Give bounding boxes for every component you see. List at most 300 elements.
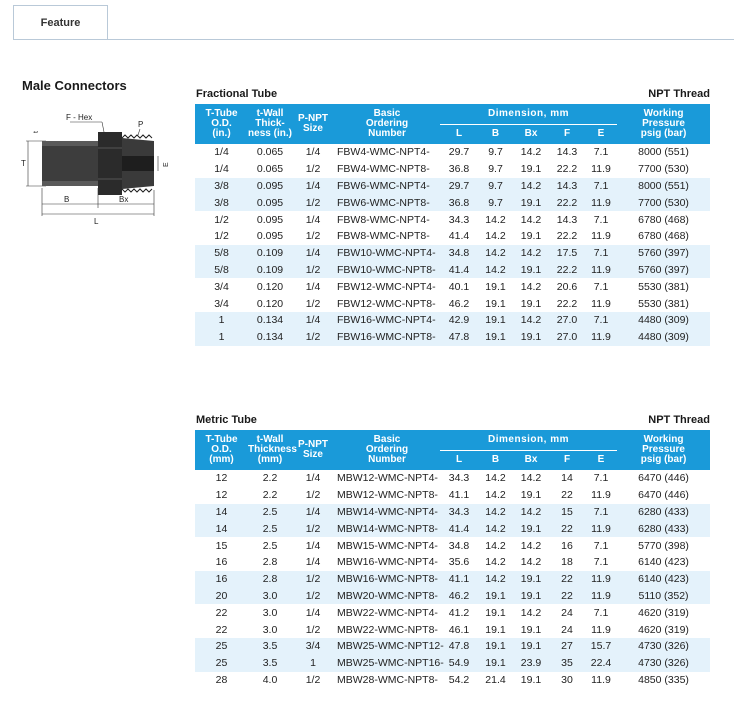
cell-pnpt: 1/4 xyxy=(292,504,334,521)
cell-ordering-number: FBW16-WMC-NPT8- xyxy=(334,329,440,346)
cell-pnpt: 1/4 xyxy=(305,556,321,569)
cell-wall: 3.0 xyxy=(262,606,278,619)
cell-dim-e: 7.1 xyxy=(593,472,609,485)
tube-body xyxy=(42,141,98,186)
cell-tube-od: 15 xyxy=(215,539,228,552)
cell-dim-e: 11.9 xyxy=(591,673,611,686)
col-header-bx: Bx xyxy=(513,124,549,144)
col-header-bx: Bx xyxy=(513,450,549,470)
cell-wall: 0.065 xyxy=(256,146,284,159)
cell-tube-od: 3/4 xyxy=(214,280,229,293)
cell-dim-l: 41.1 xyxy=(448,489,470,502)
cell-pressure: 6140 (423) xyxy=(617,571,710,588)
cell-ordering-number: MBW12-WMC-NPT4- xyxy=(337,472,438,485)
cell-dim-b: 19.1 xyxy=(478,655,513,672)
table-row xyxy=(195,571,710,588)
cell-dim-bx: 14.2 xyxy=(520,539,542,552)
label-bx: Bx xyxy=(119,195,129,204)
cell-dim-f: 14 xyxy=(561,472,573,485)
cell-ordering-number: FBW8-WMC-NPT8- xyxy=(337,230,430,243)
cell-ordering-number: MBW25-WMC-NPT16- xyxy=(334,655,440,672)
cell-pressure: 4480 (309) xyxy=(617,312,710,329)
cell-ordering-number: MBW12-WMC-NPT8- xyxy=(337,489,438,502)
table-row xyxy=(195,144,710,161)
cell-pressure: 4620 (319) xyxy=(638,606,689,619)
cell-dim-b: 19.1 xyxy=(478,312,513,329)
cell-ordering-number: FBW10-WMC-NPT4- xyxy=(334,245,440,262)
cell-dim-l: 54.2 xyxy=(448,673,470,686)
cell-dim-bx: 14.2 xyxy=(513,178,549,195)
cell-ordering-number: MBW14-WMC-NPT4- xyxy=(334,504,440,521)
cell-pressure: 5530 (381) xyxy=(638,297,689,310)
cell-pnpt: 1/2 xyxy=(292,520,334,537)
thread-teeth-top xyxy=(122,135,152,138)
cell-pnpt: 1/2 xyxy=(305,297,321,310)
cell-dim-l: 34.8 xyxy=(440,245,478,262)
cell-dim-b: 19.1 xyxy=(485,280,506,293)
cell-dim-f: 30 xyxy=(561,673,573,686)
fractional-table-body xyxy=(195,144,710,346)
cell-wall: 0.120 xyxy=(256,280,284,293)
cell-wall: 2.5 xyxy=(248,520,292,537)
cell-wall: 2.2 xyxy=(262,472,278,485)
cell-dim-e: 15.7 xyxy=(585,638,617,655)
connector-drawing xyxy=(18,108,178,226)
cell-dim-b: 14.2 xyxy=(485,213,506,226)
cell-wall: 3.5 xyxy=(248,655,292,672)
table-row xyxy=(195,588,710,605)
cell-dim-b: 14.2 xyxy=(478,262,513,279)
cell-dim-bx: 14.2 xyxy=(513,245,549,262)
cell-pressure: 6280 (433) xyxy=(617,520,710,537)
cell-dim-b: 19.1 xyxy=(485,623,506,636)
table-row xyxy=(195,537,710,554)
table-row xyxy=(195,178,710,195)
cell-dim-f: 24 xyxy=(561,606,573,619)
cell-pressure: 4850 (335) xyxy=(638,673,689,686)
cell-dim-l: 29.7 xyxy=(440,178,478,195)
cell-wall: 3.5 xyxy=(248,638,292,655)
cell-dim-b: 19.1 xyxy=(478,638,513,655)
cell-dim-f: 22.2 xyxy=(556,163,578,176)
cell-dim-b: 14.2 xyxy=(485,539,506,552)
cell-dim-l: 35.6 xyxy=(448,556,470,569)
cell-dim-bx: 14.2 xyxy=(513,504,549,521)
cell-pnpt: 1/2 xyxy=(305,163,321,176)
cell-ordering-number: MBW16-WMC-NPT8- xyxy=(334,571,440,588)
cell-dim-l: 29.7 xyxy=(448,146,470,159)
cell-pressure: 8000 (551) xyxy=(638,146,689,159)
table-row xyxy=(195,329,710,346)
cell-pressure: 6280 (433) xyxy=(617,504,710,521)
table-row xyxy=(195,161,710,178)
cell-dim-e: 7.1 xyxy=(593,146,609,159)
cell-dim-e: 11.9 xyxy=(585,262,617,279)
cell-dim-e: 11.9 xyxy=(591,230,611,243)
cell-dim-bx: 19.1 xyxy=(513,520,549,537)
cell-dim-f: 22.2 xyxy=(556,297,578,310)
cell-pnpt: 1/2 xyxy=(305,489,321,502)
cell-tube-od: 22 xyxy=(215,606,228,619)
cell-dim-bx: 14.2 xyxy=(520,472,542,485)
cell-pnpt: 1/2 xyxy=(305,623,321,636)
cell-dim-b: 19.1 xyxy=(478,588,513,605)
table-row xyxy=(195,621,710,638)
cell-dim-bx: 14.2 xyxy=(520,606,542,619)
col-header-e: E xyxy=(585,450,617,470)
cell-dim-b: 9.7 xyxy=(478,194,513,211)
cell-ordering-number: FBW12-WMC-NPT8- xyxy=(337,297,436,310)
cell-dim-b: 14.2 xyxy=(485,472,506,485)
cell-dim-f: 20.6 xyxy=(556,280,578,293)
table-row xyxy=(195,655,710,672)
metric-table xyxy=(195,430,710,688)
cell-dim-l: 42.9 xyxy=(440,312,478,329)
cell-dim-bx: 14.2 xyxy=(520,556,542,569)
cell-dim-l: 47.8 xyxy=(440,638,478,655)
cell-pressure: 5760 (397) xyxy=(617,245,710,262)
cell-dim-f: 22 xyxy=(549,588,585,605)
cell-tube-od: 25 xyxy=(195,638,248,655)
leader-line xyxy=(138,129,140,135)
cell-dim-bx: 19.1 xyxy=(513,194,549,211)
label-l: L xyxy=(94,217,99,226)
cell-pressure: 4730 (326) xyxy=(617,638,710,655)
tube-wall-top xyxy=(42,141,98,146)
cell-tube-od: 16 xyxy=(195,571,248,588)
cell-dim-e: 7.1 xyxy=(593,606,609,619)
col-header-pressure: Working Pressure psig (bar) xyxy=(617,104,710,144)
col-header-tube-od: T-Tube O.D. (in.) xyxy=(195,104,248,144)
label-f-hex: F - Hex xyxy=(66,113,93,122)
label-b: B xyxy=(64,195,70,204)
cell-dim-e: 11.9 xyxy=(591,297,611,310)
cell-dim-f: 17.5 xyxy=(549,245,585,262)
cell-dim-b: 14.2 xyxy=(478,504,513,521)
cell-pnpt: 1/2 xyxy=(292,329,334,346)
cell-ordering-number: MBW15-WMC-NPT4- xyxy=(337,539,438,552)
cell-wall: 2.5 xyxy=(262,539,278,552)
cell-pnpt: 1/4 xyxy=(292,312,334,329)
cell-dim-l: 36.8 xyxy=(440,194,478,211)
table-row xyxy=(195,194,710,211)
cell-dim-f: 14.3 xyxy=(556,146,578,159)
col-header-l: L xyxy=(440,450,478,470)
cell-dim-bx: 14.2 xyxy=(520,280,542,293)
cell-dim-b: 14.2 xyxy=(485,489,506,502)
cell-dim-f: 18 xyxy=(561,556,573,569)
cell-dim-l: 34.3 xyxy=(448,213,470,226)
cell-pressure: 6780 (468) xyxy=(638,230,689,243)
bore xyxy=(122,156,154,171)
cell-tube-od: 14 xyxy=(195,504,248,521)
cell-wall: 0.065 xyxy=(256,163,284,176)
cell-dim-bx: 14.2 xyxy=(520,213,542,226)
cell-wall: 3.0 xyxy=(248,588,292,605)
cell-dim-f: 22.2 xyxy=(549,262,585,279)
table-row xyxy=(195,504,710,521)
cell-dim-bx: 19.1 xyxy=(520,673,542,686)
cell-tube-od: 1/4 xyxy=(214,163,229,176)
cell-pressure: 8000 (551) xyxy=(617,178,710,195)
cell-ordering-number: MBW20-WMC-NPT8- xyxy=(334,588,440,605)
cell-pressure: 6470 (446) xyxy=(638,489,689,502)
cell-dim-l: 34.3 xyxy=(448,472,470,485)
col-header-pressure: Working Pressure psig (bar) xyxy=(617,430,710,470)
cell-ordering-number: FBW10-WMC-NPT8- xyxy=(334,262,440,279)
cell-dim-e: 7.1 xyxy=(585,178,617,195)
cell-ordering-number: MBW25-WMC-NPT12- xyxy=(334,638,440,655)
table-row xyxy=(195,312,710,329)
cell-dim-bx: 19.1 xyxy=(513,588,549,605)
cell-pnpt: 1/4 xyxy=(292,178,334,195)
cell-pressure: 6780 (468) xyxy=(638,213,689,226)
cell-pressure: 4730 (326) xyxy=(617,655,710,672)
cell-dim-f: 22 xyxy=(549,571,585,588)
col-header-b: B xyxy=(478,124,513,144)
cell-pnpt: 1/4 xyxy=(305,606,321,619)
table-row xyxy=(195,487,710,504)
cell-tube-od: 28 xyxy=(215,673,228,686)
cell-dim-l: 41.4 xyxy=(448,230,470,243)
col-header-pnpt: P-NPT Size xyxy=(292,104,334,144)
table-row xyxy=(195,262,710,279)
cell-wall: 0.095 xyxy=(256,213,284,226)
cell-wall: 2.8 xyxy=(262,556,278,569)
thread-teeth-bottom xyxy=(122,189,152,192)
cell-pnpt: 1/2 xyxy=(292,588,334,605)
tab-divider xyxy=(13,39,734,40)
cell-pnpt: 1/2 xyxy=(305,230,321,243)
cell-tube-od: 5/8 xyxy=(195,262,248,279)
cell-dim-b: 19.1 xyxy=(485,297,506,310)
col-header-ordering: Basic Ordering Number xyxy=(334,430,440,470)
cell-tube-od: 1 xyxy=(195,312,248,329)
cell-wall: 4.0 xyxy=(262,673,278,686)
cell-tube-od: 25 xyxy=(195,655,248,672)
cell-pressure: 5110 (352) xyxy=(617,588,710,605)
cell-dim-f: 35 xyxy=(549,655,585,672)
cell-dim-f: 14.3 xyxy=(549,178,585,195)
cell-dim-e: 7.1 xyxy=(585,245,617,262)
cell-pressure: 5760 (397) xyxy=(617,262,710,279)
table-row xyxy=(195,554,710,571)
cell-ordering-number: FBW6-WMC-NPT4- xyxy=(334,178,440,195)
cell-ordering-number: FBW16-WMC-NPT4- xyxy=(334,312,440,329)
cell-dim-f: 22.2 xyxy=(549,194,585,211)
cell-dim-e: 11.9 xyxy=(585,571,617,588)
cell-wall: 3.0 xyxy=(262,623,278,636)
table-row xyxy=(195,211,710,228)
metric-table-title: Metric Tube xyxy=(196,414,257,426)
cell-dim-bx: 19.1 xyxy=(520,489,542,502)
cell-pnpt: 1/2 xyxy=(292,262,334,279)
cell-dim-e: 11.9 xyxy=(591,163,611,176)
cell-dim-f: 27.0 xyxy=(549,329,585,346)
cell-dim-l: 40.1 xyxy=(448,280,470,293)
cell-dim-e: 7.1 xyxy=(593,213,609,226)
cell-pressure: 7700 (530) xyxy=(638,163,689,176)
col-header-l: L xyxy=(440,124,478,144)
cell-dim-l: 41.4 xyxy=(440,262,478,279)
cell-ordering-number: MBW16-WMC-NPT4- xyxy=(337,556,438,569)
cell-tube-od: 16 xyxy=(215,556,228,569)
cell-wall: 0.095 xyxy=(256,230,284,243)
label-t-small: t xyxy=(33,131,40,133)
col-header-wall: t-Wall Thick- ness (in.) xyxy=(248,104,292,144)
cell-dim-b: 19.1 xyxy=(485,606,506,619)
table-row xyxy=(195,604,710,621)
cell-dim-b: 19.1 xyxy=(478,329,513,346)
cell-dim-bx: 19.1 xyxy=(513,571,549,588)
cell-pnpt: 1/4 xyxy=(292,245,334,262)
label-e: E xyxy=(163,162,170,167)
cell-pressure: 6470 (446) xyxy=(638,472,689,485)
cell-pressure: 4620 (319) xyxy=(638,623,689,636)
table-row xyxy=(195,228,710,245)
cell-dim-e: 7.1 xyxy=(593,280,609,293)
cell-pnpt: 1/4 xyxy=(305,280,321,293)
cell-tube-od: 1/4 xyxy=(214,146,229,159)
cell-dim-l: 46.2 xyxy=(448,297,470,310)
table-row xyxy=(195,520,710,537)
cell-pnpt: 1/2 xyxy=(292,571,334,588)
cell-dim-e: 7.1 xyxy=(593,556,609,569)
cell-dim-f: 14.3 xyxy=(556,213,578,226)
cell-tube-od: 20 xyxy=(195,588,248,605)
cell-pnpt: 1/4 xyxy=(305,213,321,226)
metric-thread-label: NPT Thread xyxy=(648,414,710,426)
male-connector-diagram xyxy=(18,108,178,226)
cell-dim-l: 46.1 xyxy=(448,623,470,636)
metric-table-body xyxy=(195,470,710,688)
tab-feature[interactable]: Feature xyxy=(13,5,108,40)
cell-dim-e: 7.1 xyxy=(585,504,617,521)
cell-dim-e: 11.9 xyxy=(591,489,611,502)
cell-tube-od: 12 xyxy=(215,489,228,502)
fractional-table xyxy=(195,104,710,346)
cell-dim-b: 14.2 xyxy=(478,571,513,588)
cell-tube-od: 1 xyxy=(195,329,248,346)
fractional-table-title: Fractional Tube xyxy=(196,88,278,100)
cell-dim-l: 41.1 xyxy=(440,571,478,588)
cell-ordering-number: FBW12-WMC-NPT4- xyxy=(337,280,436,293)
cell-pressure: 7700 (530) xyxy=(617,194,710,211)
cell-dim-b: 9.7 xyxy=(478,178,513,195)
cell-ordering-number: FBW4-WMC-NPT4- xyxy=(337,146,430,159)
cell-tube-od: 14 xyxy=(195,520,248,537)
cell-dim-f: 15 xyxy=(549,504,585,521)
cell-dim-f: 22.2 xyxy=(556,230,578,243)
cell-wall: 0.120 xyxy=(256,297,284,310)
cell-dim-bx: 14.2 xyxy=(520,146,542,159)
cell-tube-od: 1/2 xyxy=(214,230,229,243)
cell-dim-f: 22 xyxy=(549,520,585,537)
cell-tube-od: 5/8 xyxy=(195,245,248,262)
cell-ordering-number: FBW8-WMC-NPT4- xyxy=(337,213,430,226)
cell-dim-b: 14.2 xyxy=(485,556,506,569)
cell-tube-od: 12 xyxy=(215,472,228,485)
cell-wall: 0.095 xyxy=(248,178,292,195)
cell-dim-bx: 19.1 xyxy=(520,230,542,243)
cell-dim-f: 27 xyxy=(549,638,585,655)
table-row xyxy=(195,470,710,487)
cell-tube-od: 3/4 xyxy=(214,297,229,310)
cell-ordering-number: MBW22-WMC-NPT4- xyxy=(337,606,438,619)
cell-dim-bx: 19.1 xyxy=(520,623,542,636)
cell-dim-bx: 14.2 xyxy=(513,312,549,329)
cell-pnpt: 1/4 xyxy=(305,146,321,159)
cell-dim-b: 21.4 xyxy=(485,673,506,686)
cell-tube-od: 3/8 xyxy=(195,178,248,195)
col-header-dimension: Dimension, mm xyxy=(440,430,617,450)
table-row xyxy=(195,638,710,655)
table-row xyxy=(195,672,710,689)
cell-dim-l: 34.8 xyxy=(448,539,470,552)
cell-wall: 0.109 xyxy=(248,262,292,279)
cell-dim-l: 41.2 xyxy=(448,606,470,619)
fractional-thread-label: NPT Thread xyxy=(648,88,710,100)
col-header-f: F xyxy=(549,450,585,470)
cell-dim-f: 22 xyxy=(561,489,573,502)
cell-dim-e: 11.9 xyxy=(585,329,617,346)
col-header-wall: t-Wall Thickness (mm) xyxy=(248,430,292,470)
cell-dim-e: 11.9 xyxy=(585,588,617,605)
cell-ordering-number: FBW4-WMC-NPT8- xyxy=(337,163,430,176)
table-row xyxy=(195,278,710,295)
cell-dim-e: 7.1 xyxy=(593,539,609,552)
cell-dim-l: 46.2 xyxy=(440,588,478,605)
col-header-tube-od: T-Tube O.D. (mm) xyxy=(195,430,248,470)
hex-body xyxy=(98,132,122,195)
cell-ordering-number: MBW28-WMC-NPT8- xyxy=(337,673,438,686)
cell-wall: 2.5 xyxy=(248,504,292,521)
cell-wall: 0.134 xyxy=(248,312,292,329)
tube-wall-bottom xyxy=(42,181,98,186)
col-header-b: B xyxy=(478,450,513,470)
cell-dim-bx: 19.1 xyxy=(513,262,549,279)
cell-wall: 2.2 xyxy=(262,489,278,502)
cell-pnpt: 1/4 xyxy=(305,472,321,485)
cell-wall: 0.134 xyxy=(248,329,292,346)
cell-wall: 0.109 xyxy=(248,245,292,262)
cell-tube-od: 3/8 xyxy=(195,194,248,211)
table-row xyxy=(195,295,710,312)
label-p: P xyxy=(138,120,144,129)
cell-pnpt: 1/2 xyxy=(292,194,334,211)
cell-dim-f: 24 xyxy=(561,623,573,636)
leader-line xyxy=(102,122,104,132)
cell-wall: 0.095 xyxy=(248,194,292,211)
cell-dim-f: 16 xyxy=(561,539,573,552)
cell-pnpt: 1 xyxy=(292,655,334,672)
cell-dim-e: 11.9 xyxy=(591,623,611,636)
col-header-dimension: Dimension, mm xyxy=(440,104,617,124)
cell-dim-l: 34.3 xyxy=(440,504,478,521)
cell-pressure: 6140 (423) xyxy=(638,556,689,569)
cell-dim-e: 11.9 xyxy=(585,520,617,537)
cell-tube-od: 22 xyxy=(215,623,228,636)
cell-dim-e: 7.1 xyxy=(585,312,617,329)
cell-dim-b: 9.7 xyxy=(488,163,503,176)
table-row xyxy=(195,245,710,262)
cell-dim-l: 54.9 xyxy=(440,655,478,672)
cell-dim-f: 27.0 xyxy=(549,312,585,329)
col-header-pnpt: P-NPT Size xyxy=(292,430,334,470)
label-t: T xyxy=(21,159,26,168)
cell-dim-bx: 23.9 xyxy=(513,655,549,672)
cell-ordering-number: MBW14-WMC-NPT8- xyxy=(334,520,440,537)
